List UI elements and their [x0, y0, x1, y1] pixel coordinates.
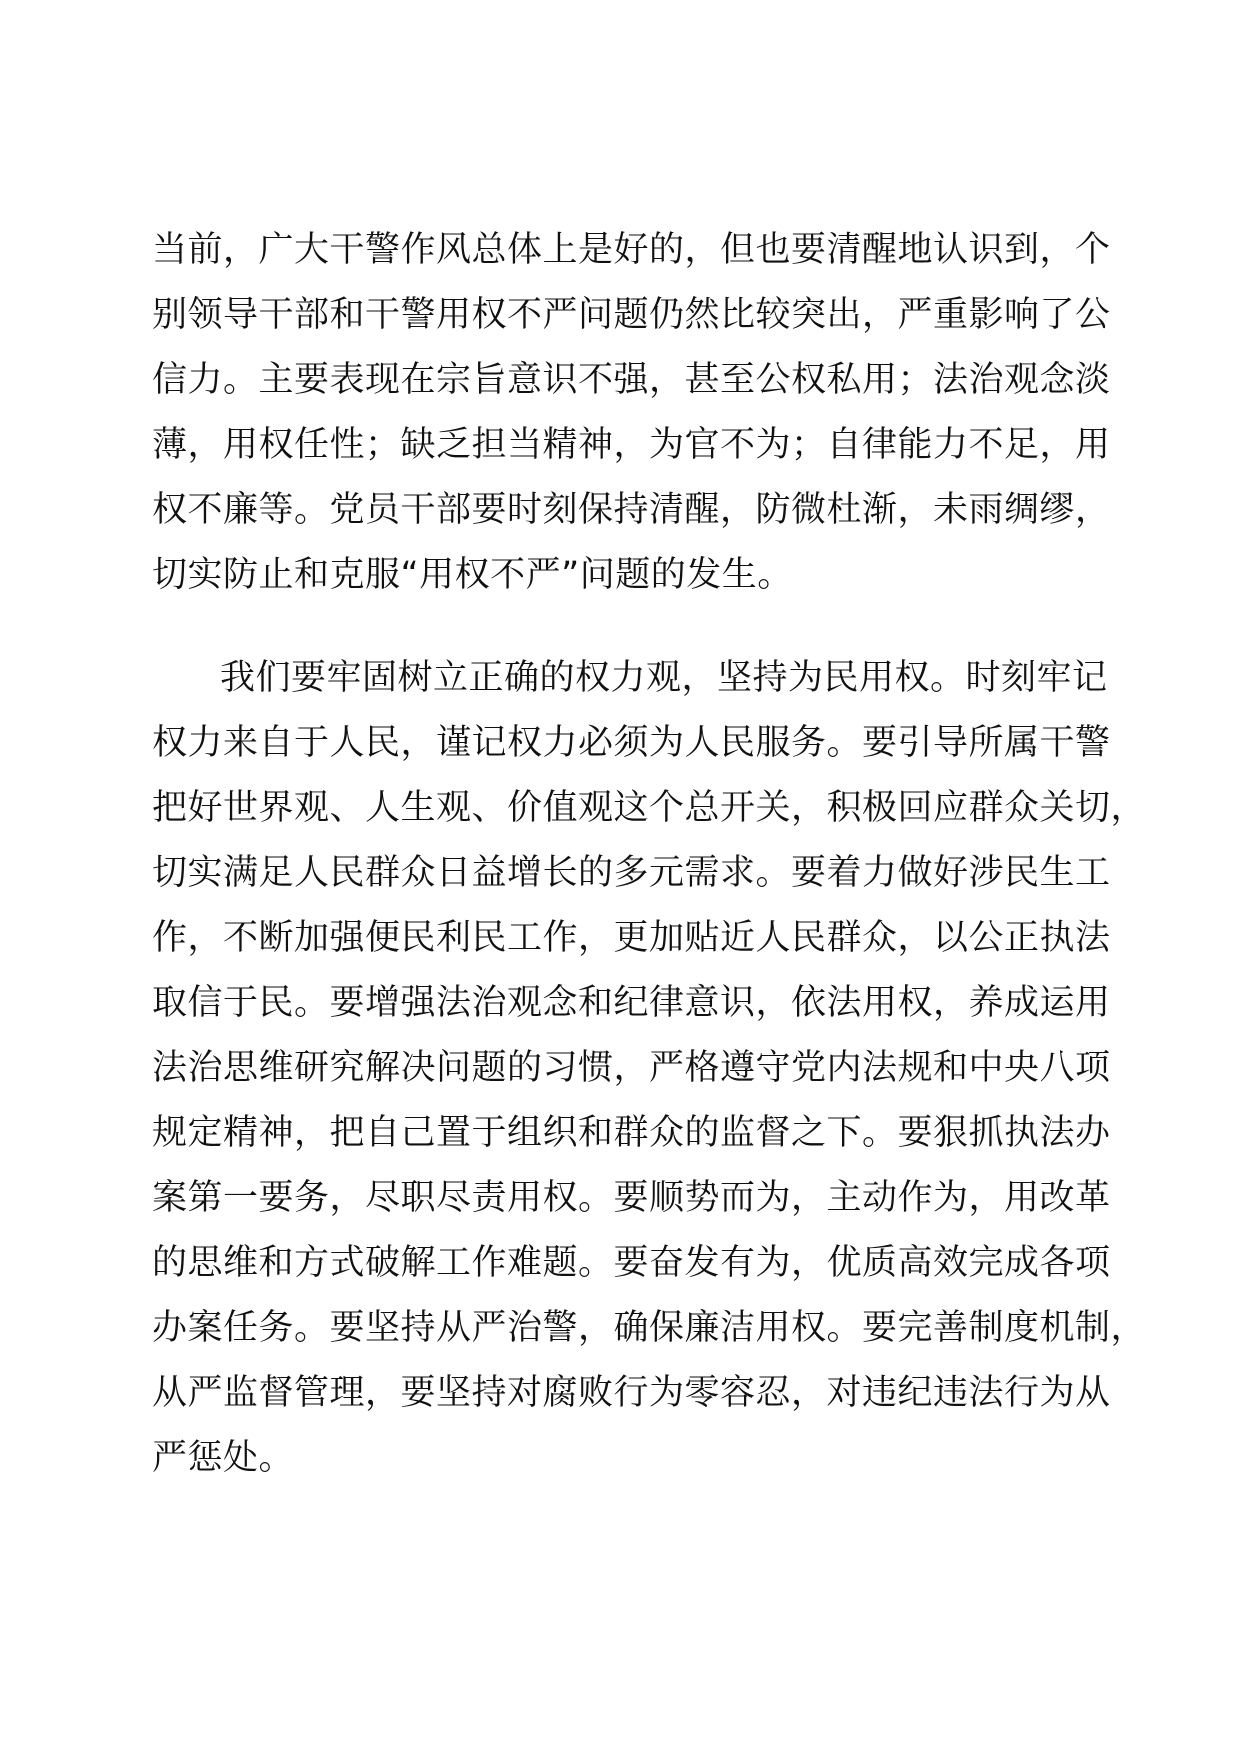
text-line: 从严监督管理，要坚持对腐败行为零容忍，对违纪违法行为从: [152, 1373, 1111, 1413]
document-body: [152, 218, 1147, 1491]
paragraph-1: [152, 218, 1112, 608]
text-line: 权力来自于人民，谨记权力必须为人民服务。要引导所属干警: [152, 723, 1111, 763]
text-line: 薄，用权任性；缺乏担当精神，为官不为；自律能力不足，用: [152, 425, 1111, 465]
text-line: 信力。主要表现在宗旨意识不强，甚至公权私用；法治观念淡: [152, 360, 1111, 400]
text-line: 法治思维研究解决问题的习惯，严格遵守党内法规和中央八项: [152, 1048, 1111, 1088]
paragraph-spacing: [152, 608, 1112, 646]
text-line: 切实防止和克服“用权不严”问题的发生。: [152, 555, 793, 595]
text-line: 当前，广大干警作风总体上是好的，但也要清醒地认识到，个: [152, 230, 1111, 270]
text-line: 别领导干部和干警用权不严问题仍然比较突出，严重影响了公: [152, 295, 1111, 335]
text-line: 办案任务。要坚持从严治警，确保廉洁用权。要完善制度机制，: [152, 1308, 1147, 1348]
text-line: 把好世界观、人生观、价值观这个总开关，积极回应群众关切，: [152, 788, 1147, 828]
text-line: 切实满足人民群众日益增长的多元需求。要着力做好涉民生工: [152, 853, 1111, 893]
paragraph-2: [152, 646, 1147, 1491]
text-line: 案第一要务，尽职尽责用权。要顺势而为，主动作为，用改革: [152, 1178, 1111, 1218]
text-line-first: 我们要牢固树立正确的权力观，坚持为民用权。时刻牢记: [220, 658, 1108, 698]
text-line: 取信于民。要增强法治观念和纪律意识，依法用权，养成运用: [152, 983, 1111, 1023]
text-line: 严惩处。: [152, 1438, 295, 1478]
text-line: 的思维和方式破解工作难题。要奋发有为，优质高效完成各项: [152, 1243, 1111, 1283]
text-line: 规定精神，把自己置于组织和群众的监督之下。要狠抓执法办: [152, 1113, 1111, 1153]
text-line: 作，不断加强便民利民工作，更加贴近人民群众，以公正执法: [152, 918, 1111, 958]
text-line: 权不廉等。党员干部要时刻保持清醒，防微杜渐，未雨绸缪，: [152, 490, 1111, 530]
